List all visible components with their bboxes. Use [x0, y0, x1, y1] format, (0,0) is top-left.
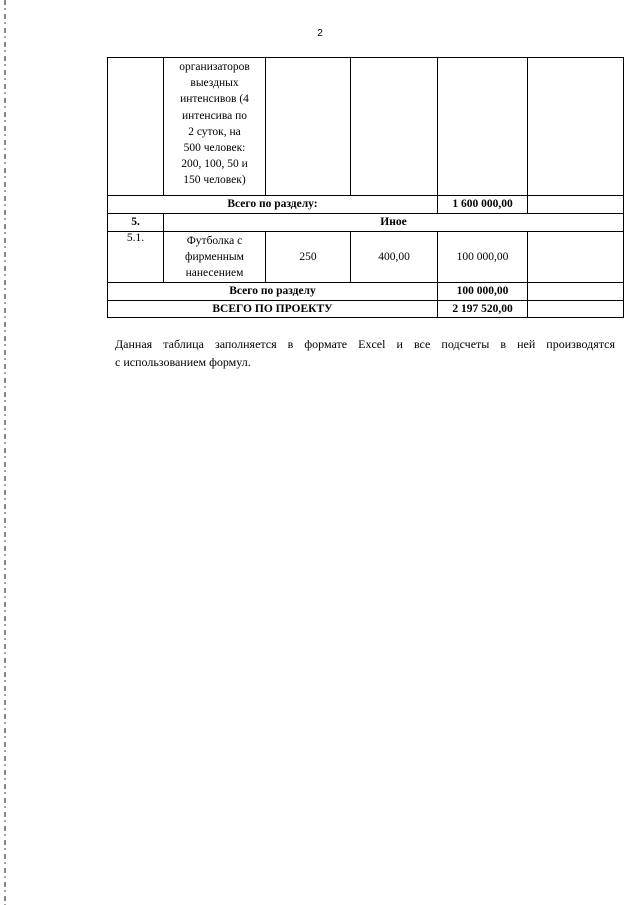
section4-total-amount: 1 600 000,00 [438, 196, 528, 214]
cell-extra-empty [528, 300, 624, 317]
item-name-line: организаторов [179, 61, 250, 73]
grand-total-amount: 2 197 520,00 [438, 300, 528, 317]
item-5-1-amount: 100 000,00 [438, 232, 528, 283]
cell-amount-empty [438, 58, 528, 196]
cell-price-empty [351, 58, 438, 196]
table-row-continued [108, 58, 624, 196]
item-5-1-price: 400,00 [351, 232, 438, 283]
table-row-section4-total [108, 196, 624, 214]
note-paragraph [115, 335, 615, 371]
section5-number: 5. [108, 214, 164, 232]
item-5-1-number: 5.1. [108, 232, 164, 283]
item-name-line: 200, 100, 50 и [181, 158, 248, 171]
section5-total-amount: 100 000,00 [438, 282, 528, 300]
grand-total-label: ВСЕГО ПО ПРОЕКТУ [108, 300, 438, 317]
item-5-1-name [164, 232, 266, 283]
table-row-section5-header [108, 214, 624, 232]
item-name-line: фирменным [185, 251, 244, 264]
note-line: с использованием формул. [115, 355, 251, 369]
cell-extra-empty [528, 232, 624, 283]
section5-total-label: Всего по разделу [108, 282, 438, 300]
table-row-item-5-1 [108, 232, 624, 283]
cell-extra-empty [528, 282, 624, 300]
table-row-grand-total [108, 300, 624, 317]
item-name-line: интенсива по [181, 109, 247, 122]
item-name-line: 150 человек) [183, 174, 246, 187]
item-5-1-quantity: 250 [266, 232, 351, 283]
cell-quantity-empty [266, 58, 351, 196]
cell-item-name [164, 58, 266, 196]
section5-title: Иное [164, 214, 624, 232]
item-name-line: 500 человек: [183, 142, 246, 155]
page-number: 2 [317, 28, 323, 39]
budget-table [107, 57, 624, 318]
note-line: Данная таблица заполняется в формате Excel и все подсчеты в ней производятся [115, 337, 615, 351]
section4-total-label: Всего по разделу: [108, 196, 438, 214]
item-name-line: нанесением [185, 267, 244, 280]
item-name-line: интенсивов (4 [180, 93, 249, 106]
cell-number-empty [108, 58, 164, 196]
item-name-line: 2 суток, на [188, 125, 241, 138]
table-row-section5-total [108, 282, 624, 300]
binding-edge [4, 0, 6, 905]
cell-extra-empty [528, 196, 624, 214]
item-name-line: выездных [190, 77, 239, 90]
item-name-line: Футболка с [186, 235, 243, 247]
cell-extra-empty [528, 58, 624, 196]
